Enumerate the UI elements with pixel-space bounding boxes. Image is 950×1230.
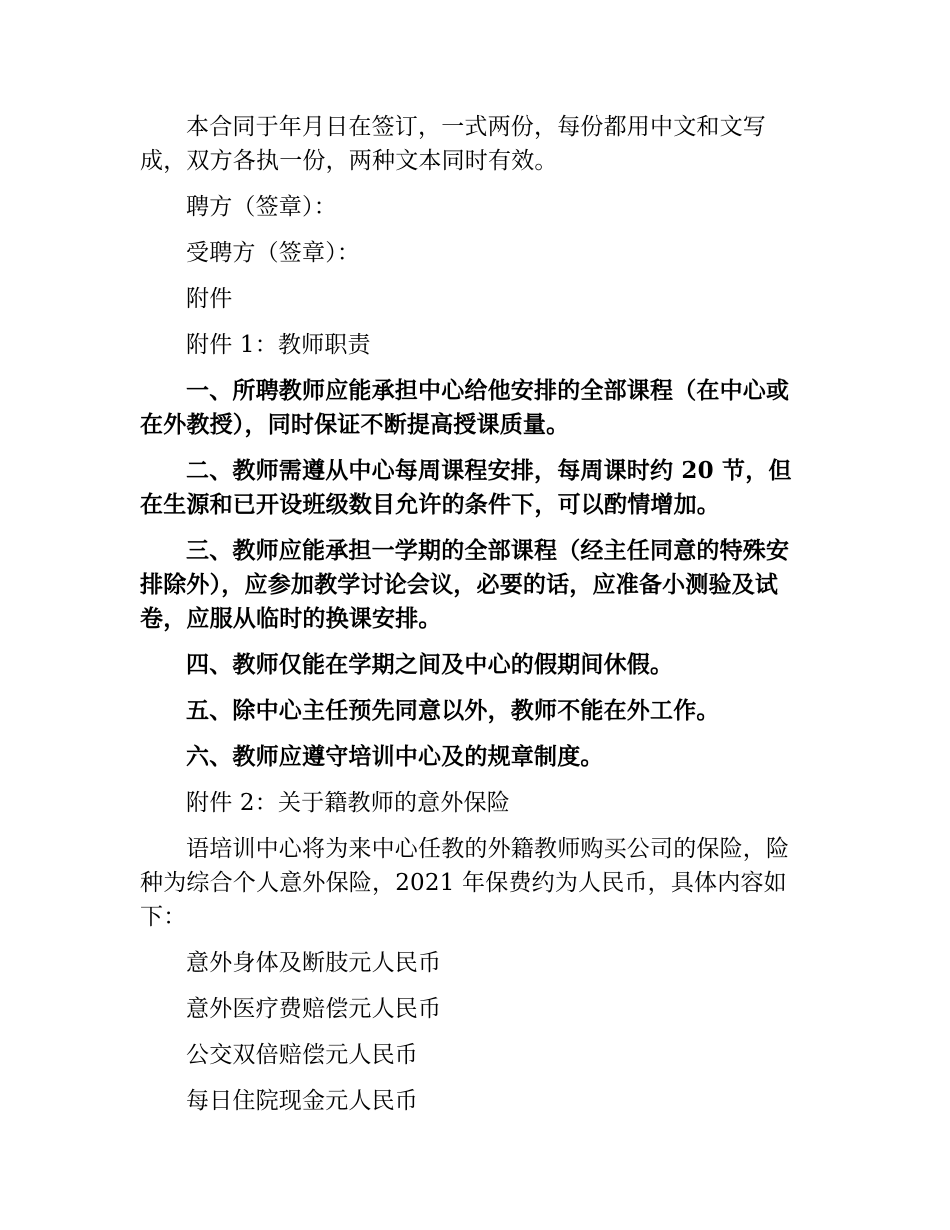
appendix-1-title: 附件 1：教师职责 (186, 332, 371, 358)
contract-signing-clause: 本合同于年月日在签订，一式两份，每份都用中文和文写成，双方各执一份，两种文本同时有效。 (140, 114, 766, 174)
duty-item-5: 五、除中心主任预先同意以外，教师不能在外工作。 (186, 697, 720, 724)
insurance-item-4: 每日住院现金元人民币 (186, 1088, 418, 1114)
duty-item-2: 二、教师需遵从中心每周课程安排，每周课时约 20 节，但在生源和已开设班级数目允许的条件下，可以酌情增加。 (140, 457, 792, 518)
appendix-2-title: 附件 2：关于籍教师的意外保险 (186, 790, 510, 816)
insurance-item-2: 意外医疗费赔偿元人民币 (186, 996, 442, 1022)
duty-item-4: 四、教师仅能在学期之间及中心的假期间休假。 (186, 651, 674, 678)
duty-item-3: 三、教师应能承担一学期的全部课程（经主任同意的特殊安排除外），应参加教学讨论会议，必要的话，应准备小测验及试卷，应服从临时的换课安排。 (140, 537, 790, 632)
insurance-item-1: 意外身体及断肢元人民币 (186, 950, 442, 976)
document-body (140, 110, 812, 1130)
insurance-item-3: 公交双倍赔偿元人民币 (186, 1042, 418, 1068)
employee-signature-line: 受聘方（签章）： (186, 240, 361, 266)
duty-item-1: 一、所聘教师应能承担中心给他安排的全部课程（在中心或在外教授），同时保证不断提高授课质量。 (140, 377, 790, 438)
duty-item-6: 六、教师应遵守培训中心及的规章制度。 (186, 743, 604, 770)
appendix-heading: 附件 (186, 286, 233, 312)
insurance-description: 语培训中心将为来中心任教的外籍教师购买公司的保险，险种为综合个人意外保险，2021 年保费约为人民币，具体内容如下： (140, 836, 790, 930)
employer-signature-line: 聘方（签章）： (186, 194, 337, 220)
